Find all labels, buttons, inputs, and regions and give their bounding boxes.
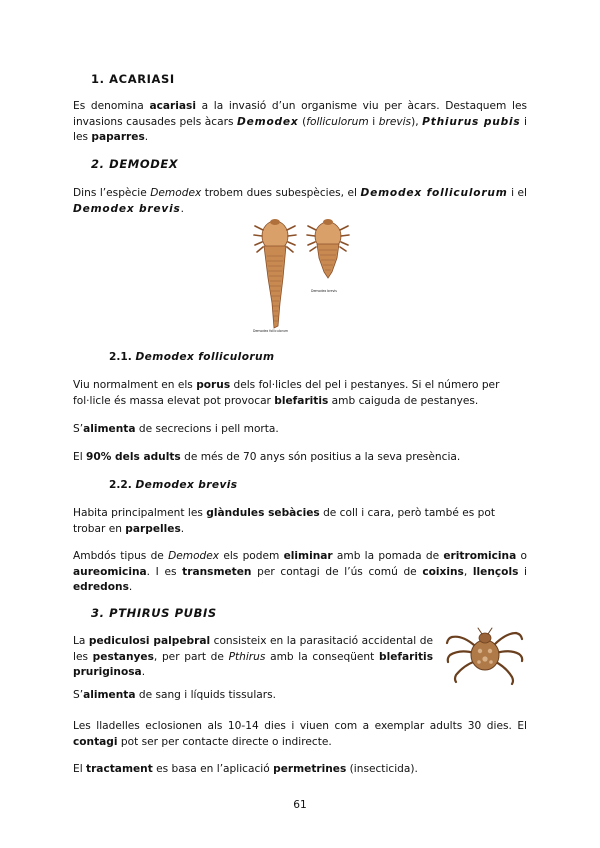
caption-folliculorum: Demodex folliculorum <box>253 329 289 333</box>
paragraph-pthirus-1: La pediculosi palpebral consisteix en la parasitació accidental de les pestanyes, per part de Pthirus amb la conseqüent blefaritis pruriginosa. <box>73 635 433 678</box>
heading-pthirus-pubis: 3. PTHIRUS PUBIS <box>91 606 217 620</box>
paragraph-pthirus-3: Les lladelles eclosionen als 10-14 dies i viuen com a exemplar adults 30 dies. El contagi pot ser per contacte directe o indirecte. <box>73 720 527 748</box>
heading-demodex: 2. DEMODEX <box>91 157 179 171</box>
demodex-brevis-icon <box>307 219 349 278</box>
demodex-mites-illustration <box>250 218 354 336</box>
heading-acariasi: 1. ACARIASI <box>91 72 175 86</box>
paragraph-pthirus-2: S’alimenta de sang i líquids tissulars. <box>73 689 276 701</box>
paragraph-folliculorum-1: Viu normalment en els porus dels fol·licles del pel i pestanyes. Si el número per fol·licle és massa elevat pot provocar blefaritis amb caiguda de pestanyes. <box>73 379 500 407</box>
paragraph-acariasi: Es denomina acariasi a la invasió d’un organisme viu per àcars. Destaquem les invasions causades pels àcars Demodex (folliculorum i brevis), Pthiurus pubis i les paparres. <box>73 100 527 143</box>
paragraph-folliculorum-2: S’alimenta de secrecions i pell morta. <box>73 423 279 435</box>
paragraph-brevis-1: Habita principalment les glàndules sebàcies de coll i cara, però també es pot trobar en parpelles. <box>73 507 496 535</box>
demodex-figure <box>250 218 354 336</box>
heading-demodex-brevis: 2.2. Demodex brevis <box>109 479 238 491</box>
paragraph-demodex: Dins l’espècie Demodex trobem dues subespècies, el Demodex folliculorum i el Demodex brevis. <box>73 187 527 215</box>
crab-louse-icon <box>444 621 526 687</box>
demodex-folliculorum-icon <box>254 219 296 328</box>
pthirus-figure <box>444 621 526 687</box>
paragraph-brevis-2: Ambdós tipus de Demodex els podem eliminar amb la pomada de eritromicina o aureomicina. I es transmeten per contagi de l’ús comú de coixins, llençols i edredons. <box>73 550 527 593</box>
page-number: 61 <box>293 799 307 811</box>
caption-brevis: Demodex brevis <box>311 289 337 293</box>
paragraph-pthirus-4: El tractament es basa en l’aplicació permetrines (insecticida). <box>73 763 418 775</box>
heading-demodex-folliculorum: 2.1. Demodex folliculorum <box>109 351 275 363</box>
paragraph-folliculorum-3: El 90% dels adults de més de 70 anys són positius a la seva presència. <box>73 451 461 463</box>
